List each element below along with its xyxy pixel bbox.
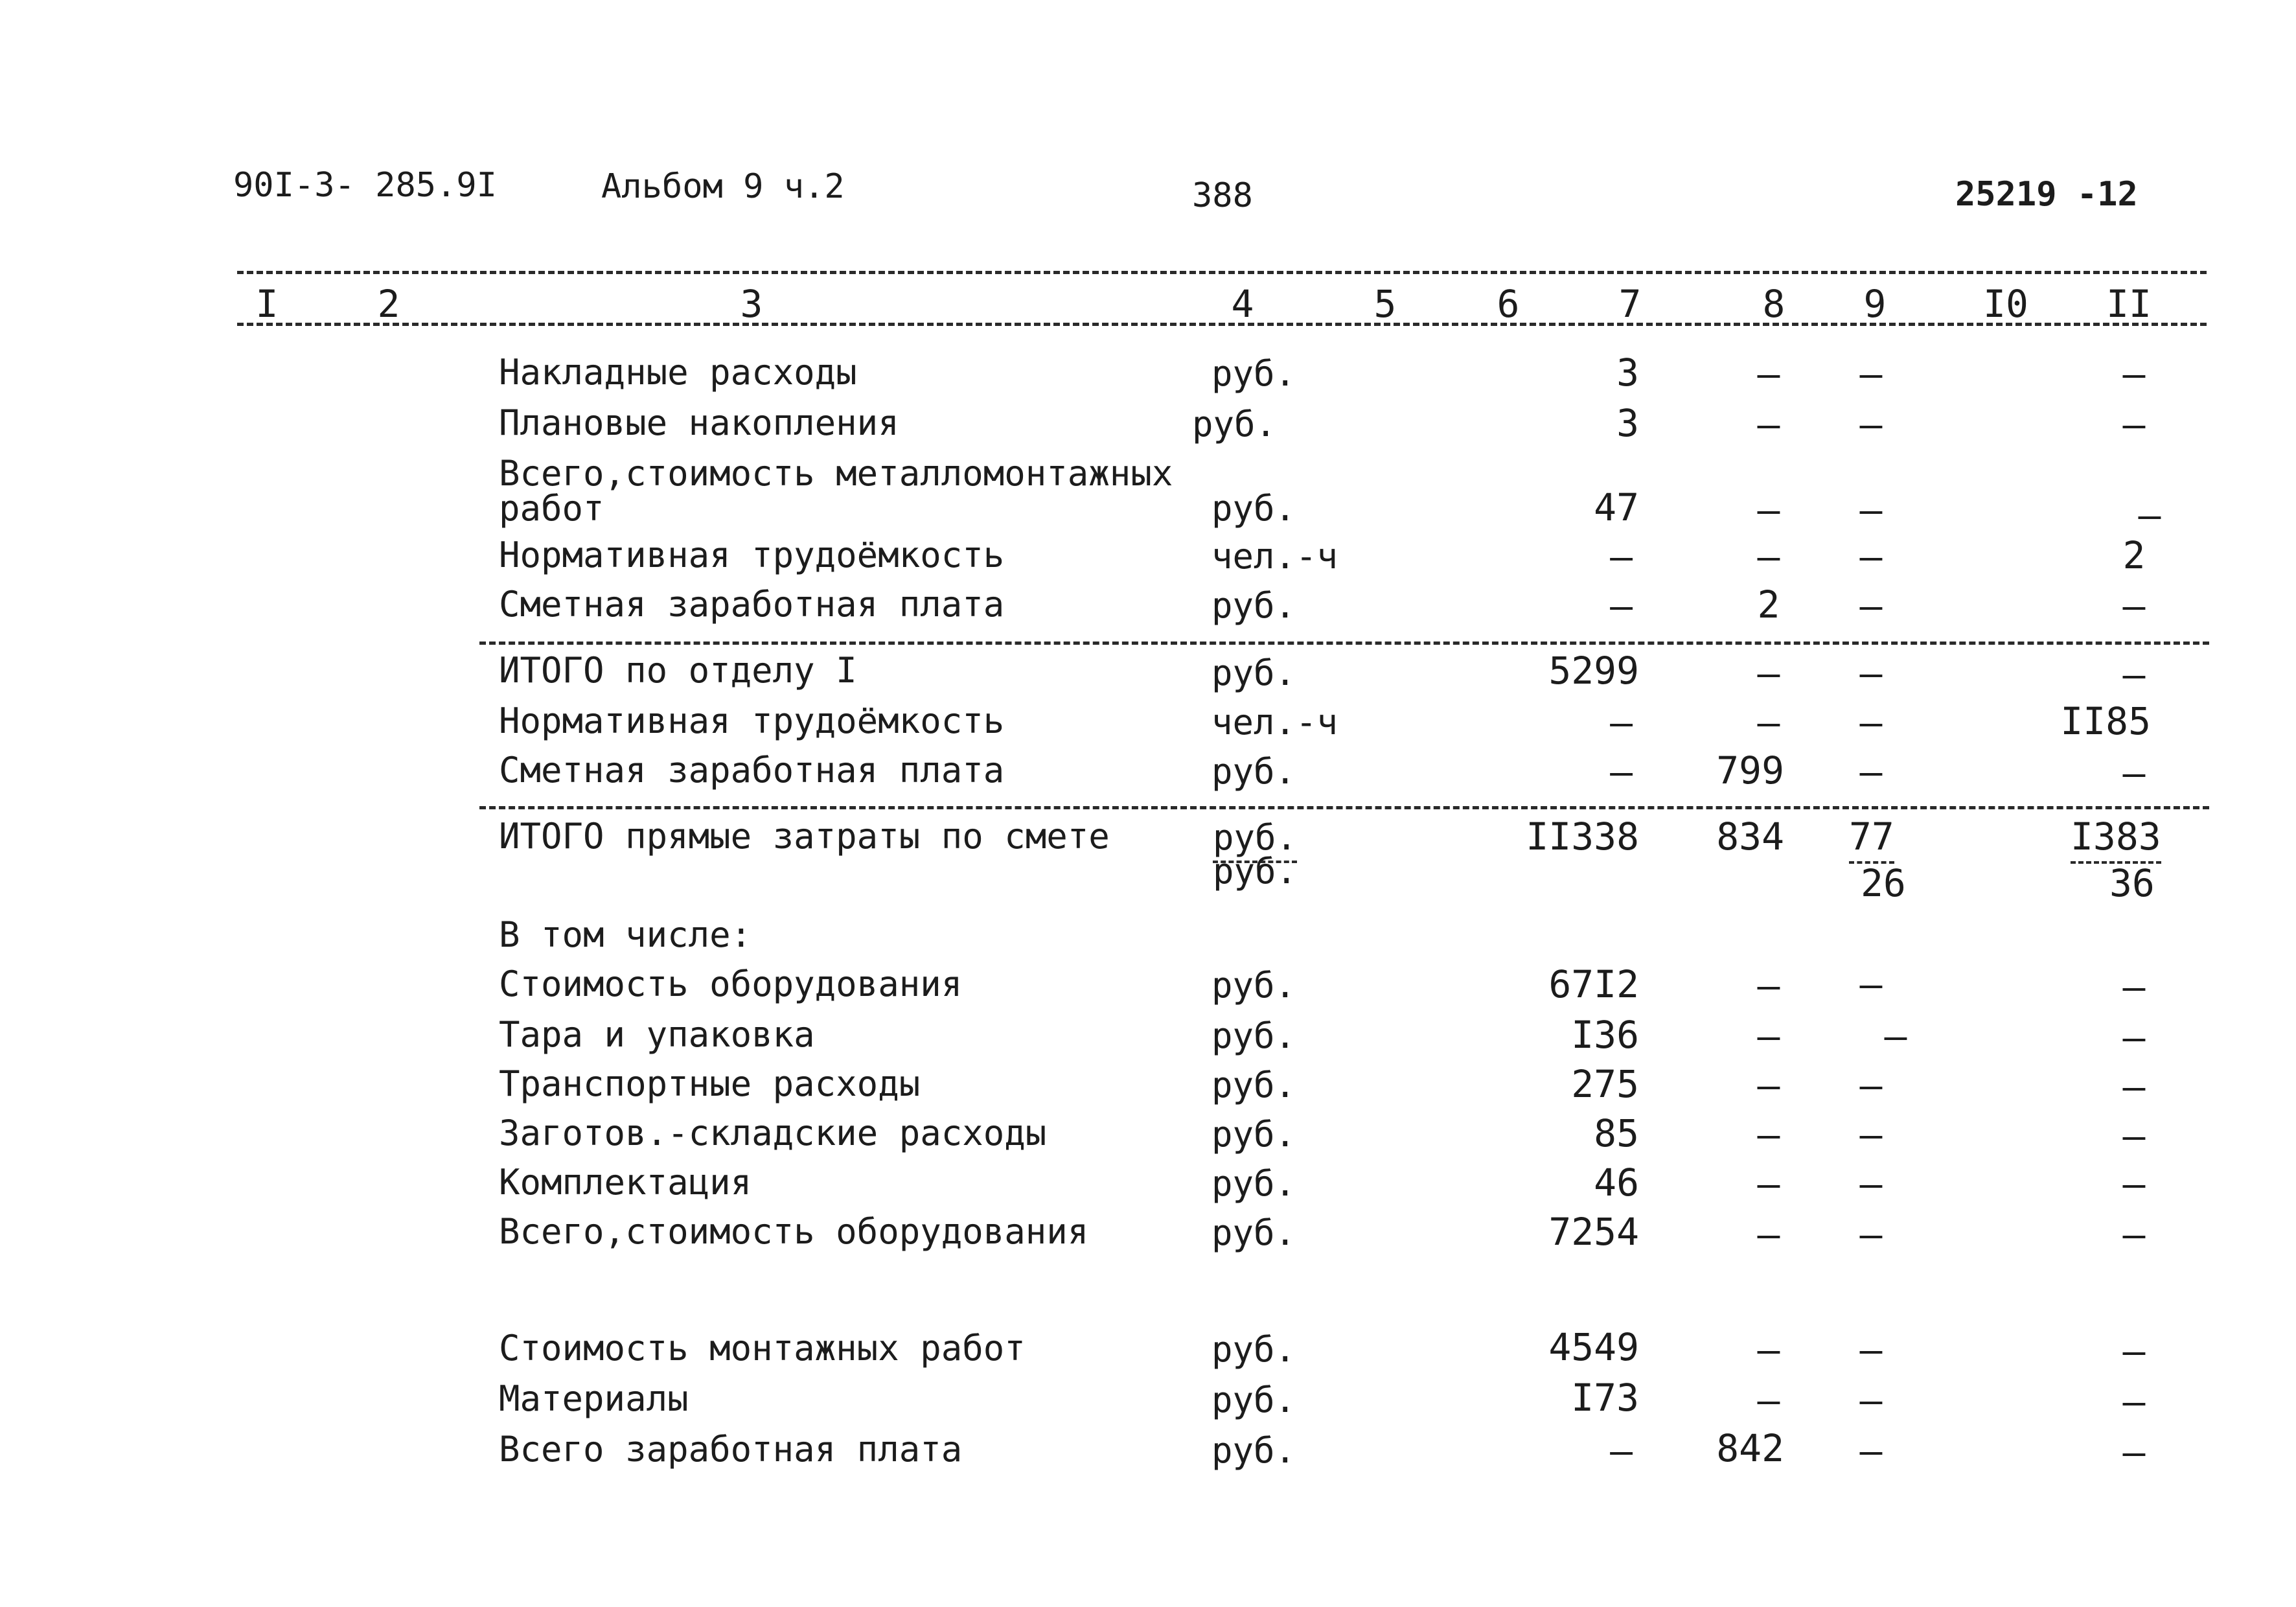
row-col7: 275 [1571, 1062, 1639, 1106]
column-number-4: 4 [1231, 282, 1254, 326]
row-label: Тара и упаковка [499, 1014, 815, 1055]
row-unit: руб. [1211, 1329, 1296, 1370]
total-col9-bottom: 26 [1861, 861, 1906, 905]
column-number-5: 5 [1373, 282, 1397, 326]
row-col9: – [1859, 750, 1883, 794]
header-bottom-rule [237, 323, 2207, 326]
row-col11: – [2122, 1212, 2146, 1256]
row-col9: – [1859, 651, 1883, 695]
row-col7: 85 [1594, 1111, 1639, 1155]
row-col7: – [1610, 584, 1633, 628]
row-col11: – [2122, 965, 2146, 1009]
album-label: Альбом 9 ч.2 [601, 167, 845, 206]
row-col9: – [1859, 1378, 1883, 1422]
row-label: Всего,стоимость металломонтажных [499, 453, 1173, 494]
row-col9: – [1859, 535, 1883, 579]
row-label: Всего,стоимость оборудования [499, 1211, 1089, 1252]
row-col7: I73 [1571, 1376, 1639, 1420]
total-unit-top [1213, 817, 1298, 858]
row-col9: – [1859, 352, 1883, 396]
row-label: Транспортные расходы [499, 1063, 921, 1104]
row-label: Сметная заработная плата [499, 750, 1005, 791]
row-col11: II85 [2060, 699, 2151, 743]
column-number-8: 8 [1762, 282, 1785, 326]
row-col9: – [1859, 584, 1883, 628]
row-col7: – [1610, 535, 1633, 579]
row-col8: – [1757, 1378, 1780, 1422]
row-col7: 3 [1616, 401, 1639, 445]
row-label: Нормативная трудоёмкость [499, 535, 1005, 575]
row-col7: I36 [1571, 1013, 1639, 1057]
row-label: Накладные расходы [499, 352, 857, 393]
row-col7: 3 [1616, 351, 1639, 395]
row-label: Нормативная трудоёмкость [499, 700, 1005, 741]
row-col7: – [1610, 1429, 1633, 1473]
row-unit: чел.-ч [1211, 702, 1338, 743]
row-col11: – [2122, 1162, 2146, 1206]
row-col8: – [1757, 535, 1780, 579]
row-unit: руб. [1211, 1163, 1296, 1204]
row-unit: руб. [1211, 751, 1296, 792]
row-label: Стоимость монтажных работ [499, 1328, 1026, 1369]
row-col11: – [2122, 1114, 2146, 1158]
row-col11: – [2122, 584, 2146, 628]
row-unit: руб. [1211, 353, 1296, 394]
total-col9-top [1849, 815, 1894, 859]
total-col11-bottom: 36 [2109, 861, 2155, 905]
row-unit: руб. [1211, 965, 1296, 1006]
column-number-1: I [255, 282, 279, 326]
row-col11: – [2122, 352, 2146, 396]
column-number-2: 2 [377, 282, 400, 326]
total-unit-bottom: руб. [1213, 851, 1298, 892]
page-number: 388 [1192, 176, 1253, 215]
row-col8: – [1757, 1113, 1780, 1157]
row-col9: – [1859, 1063, 1883, 1107]
row-label: Материалы [499, 1378, 689, 1419]
row-col8: – [1757, 651, 1780, 695]
total-col11-top [2071, 815, 2161, 859]
row-col8: – [1757, 1328, 1780, 1372]
row-col8: 842 [1716, 1426, 1784, 1470]
row-unit: руб. [1211, 1430, 1296, 1471]
row-col11: – [2122, 402, 2146, 446]
section-divider [479, 642, 2209, 645]
row-col8: – [1757, 352, 1780, 396]
column-number-6: 6 [1497, 282, 1520, 326]
including-label: В том числе: [499, 914, 752, 955]
row-unit: руб. [1211, 488, 1296, 529]
row-col11: – [2122, 1015, 2146, 1059]
row-unit: руб. [1211, 585, 1296, 626]
row-col8: 2 [1757, 583, 1780, 627]
row-unit: чел.-ч [1211, 536, 1338, 577]
total-col7: II338 [1526, 815, 1639, 859]
row-col8: – [1757, 964, 1780, 1008]
total-unit-top-text: руб. [1213, 817, 1297, 863]
section-divider [479, 806, 2209, 809]
total-col8: 834 [1716, 815, 1784, 859]
row-label: Стоимость оборудования [499, 964, 963, 1004]
row-col7: – [1610, 750, 1633, 794]
row-col9: – [1859, 1212, 1883, 1256]
row-col8: – [1757, 1014, 1780, 1058]
row-col9: – [1859, 1429, 1883, 1473]
row-col9: – [1859, 402, 1883, 446]
sheet-code: 25219 -12 [1955, 175, 2138, 214]
total-col11-top-text: I383 [2071, 815, 2161, 864]
row-col8: 799 [1716, 748, 1784, 792]
row-col11: – [2138, 493, 2161, 537]
row-unit: руб. [1211, 653, 1296, 693]
row-col8: – [1757, 402, 1780, 446]
row-col7: 47 [1594, 485, 1639, 529]
document-code: 90I-3- 285.9I [233, 166, 497, 205]
column-number-10: I0 [1983, 282, 2028, 326]
row-col9: – [1859, 700, 1883, 745]
row-unit: руб. [1211, 1015, 1296, 1056]
row-col11: – [2122, 1430, 2146, 1474]
row-col8: – [1757, 700, 1780, 745]
total-label: ИТОГО прямые затраты по смете [499, 816, 1110, 857]
column-number-7: 7 [1618, 282, 1642, 326]
row-col11: 2 [2122, 533, 2146, 577]
row-col9: – [1859, 488, 1883, 532]
row-col8: – [1757, 488, 1780, 532]
row-unit: руб. [1211, 1114, 1296, 1155]
row-col11: – [2122, 1329, 2146, 1373]
row-col9: – [1859, 1328, 1883, 1372]
row-col7: 5299 [1548, 649, 1639, 693]
row-col7: 4549 [1548, 1325, 1639, 1369]
row-unit: руб. [1211, 1065, 1296, 1105]
row-col8: – [1757, 1162, 1780, 1206]
row-col9: – [1859, 962, 1883, 1006]
row-col11: – [2122, 653, 2146, 697]
column-number-11: II [2106, 282, 2152, 326]
column-number-3: 3 [740, 282, 763, 326]
row-label: Заготов.-складские расходы [499, 1113, 1047, 1153]
row-col7: 46 [1594, 1161, 1639, 1205]
row-col7: 7254 [1548, 1210, 1639, 1254]
row-col9: – [1859, 1162, 1883, 1206]
row-label: ИТОГО по отделу I [499, 650, 857, 691]
row-unit: руб. [1211, 1380, 1296, 1420]
row-col7: 67I2 [1548, 962, 1639, 1006]
row-label: Комплектация [499, 1162, 752, 1203]
row-label: Сметная заработная плата [499, 584, 1005, 625]
row-col11: – [2122, 1065, 2146, 1109]
column-number-9: 9 [1863, 282, 1887, 326]
row-col11: – [2122, 751, 2146, 795]
row-unit: руб. [1211, 1212, 1296, 1253]
row-col8: – [1757, 1212, 1780, 1256]
header-top-rule [237, 271, 2207, 274]
row-col11: – [2122, 1380, 2146, 1424]
row-col8: – [1757, 1063, 1780, 1107]
total-col9-top-text: 77 [1849, 815, 1894, 864]
row-unit: руб. [1192, 404, 1277, 445]
row-label: Плановые накопления [499, 402, 899, 443]
row-label: Всего заработная плата [499, 1429, 963, 1470]
row-label-continued: работ [499, 488, 604, 529]
row-col9: – [1884, 1014, 1907, 1058]
row-col7: – [1610, 700, 1633, 745]
row-col9: – [1859, 1113, 1883, 1157]
